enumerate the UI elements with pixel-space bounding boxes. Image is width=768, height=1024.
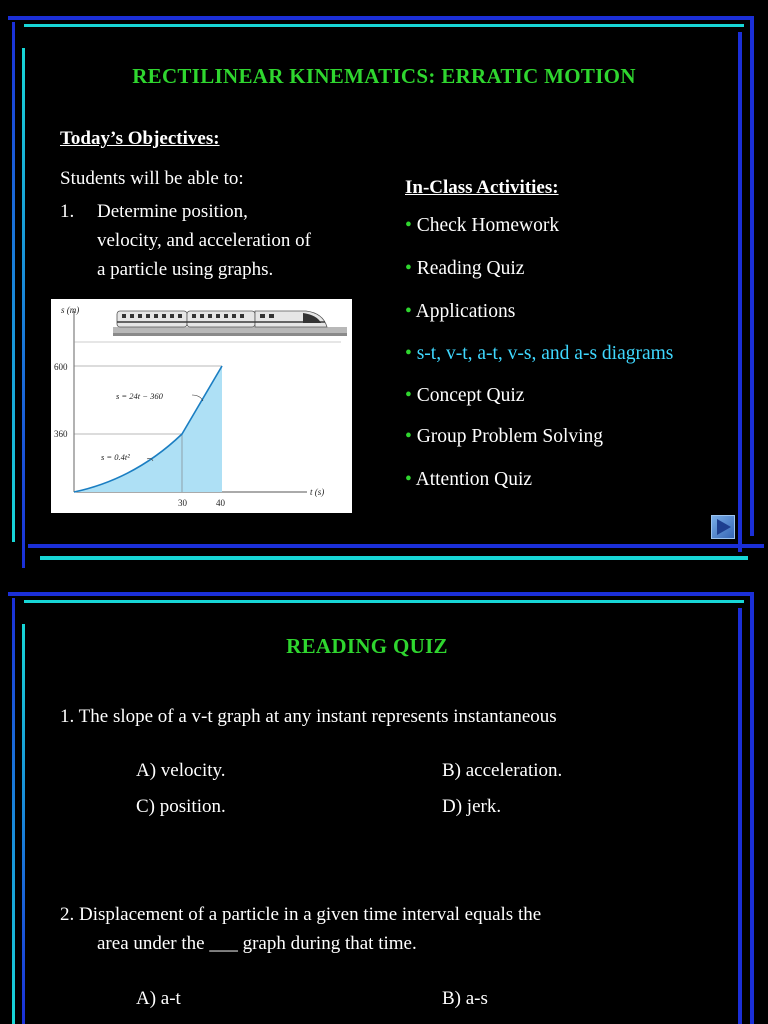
- x-tick-label: 30: [178, 498, 187, 508]
- frame-left-bar-2: [22, 48, 25, 568]
- frame-top-cyan: [24, 600, 744, 603]
- activity-item: • Applications: [405, 301, 516, 322]
- activity-item-highlighted: • s-t, v-t, a-t, v-s, and a-s diagrams: [405, 343, 674, 364]
- q2-option-a[interactable]: A) a-t: [136, 988, 181, 1009]
- q1-option-b[interactable]: B) acceleration.: [442, 760, 563, 781]
- objectives-heading: Today’s Objectives:: [60, 128, 220, 149]
- frame-top-bar: [8, 592, 753, 596]
- play-next-icon: [712, 516, 734, 538]
- frame-left-bar-2: [22, 624, 25, 1024]
- slide-2: [0, 580, 768, 1024]
- q1-option-c[interactable]: C) position.: [136, 796, 226, 817]
- objective-line: Determine position,: [97, 201, 248, 222]
- q2-option-b[interactable]: B) a-s: [442, 988, 488, 1009]
- q1-option-a[interactable]: A) velocity.: [136, 760, 226, 781]
- frame-bottom-bar: [28, 544, 764, 548]
- x-tick-label: 40: [216, 498, 225, 508]
- activity-item: • Concept Quiz: [405, 385, 525, 406]
- objective-line: a particle using graphs.: [97, 259, 274, 280]
- slide-title: READING QUIZ: [286, 634, 448, 658]
- frame-bottom-cyan: [40, 556, 748, 560]
- activity-item: • Attention Quiz: [405, 469, 533, 490]
- objective-line: velocity, and acceleration of: [97, 230, 311, 251]
- activities-heading: In-Class Activities:: [405, 177, 559, 198]
- x-axis-label: t (s): [310, 487, 325, 497]
- activity-item: • Group Problem Solving: [405, 426, 604, 447]
- curve2-label: s = 24t − 360: [116, 391, 163, 401]
- objectives-intro: Students will be able to:: [60, 168, 244, 189]
- frame-right-bar-2: [750, 592, 754, 1024]
- train-illustration: [113, 311, 347, 336]
- y-tick-label: 600: [54, 362, 68, 372]
- y-tick-label: 360: [54, 429, 68, 439]
- slide-title: RECTILINEAR KINEMATICS: ERRATIC MOTION: [132, 64, 636, 88]
- frame-top-bar: [8, 16, 753, 20]
- question-1: 1. The slope of a v-t graph at any instant represents instantaneous: [60, 706, 557, 727]
- y-axis-label: s (m): [61, 305, 80, 315]
- activity-item: • Check Homework: [405, 215, 560, 236]
- frame-right-bar-2: [750, 16, 754, 536]
- next-slide-button[interactable]: [711, 515, 735, 539]
- position-time-figure: [51, 299, 352, 513]
- frame-right-bar: [738, 608, 742, 1024]
- frame-left-bar: [12, 598, 15, 1024]
- position-time-graph: [51, 299, 352, 513]
- frame-right-bar: [738, 32, 742, 552]
- frame-left-bar: [12, 22, 15, 542]
- question-2-line-1: 2. Displacement of a particle in a given time interval equals the: [60, 904, 542, 925]
- objective-text: [97, 197, 397, 284]
- question-2-line-2: area under the ___ graph during that time.: [97, 933, 417, 954]
- objective-number: 1.: [60, 201, 75, 222]
- curve1-label: s = 0.4t²: [101, 452, 130, 462]
- q1-option-d[interactable]: D) jerk.: [442, 796, 502, 817]
- area-under-curve: [74, 366, 222, 492]
- frame-top-cyan: [24, 24, 744, 27]
- activity-item: • Reading Quiz: [405, 258, 525, 279]
